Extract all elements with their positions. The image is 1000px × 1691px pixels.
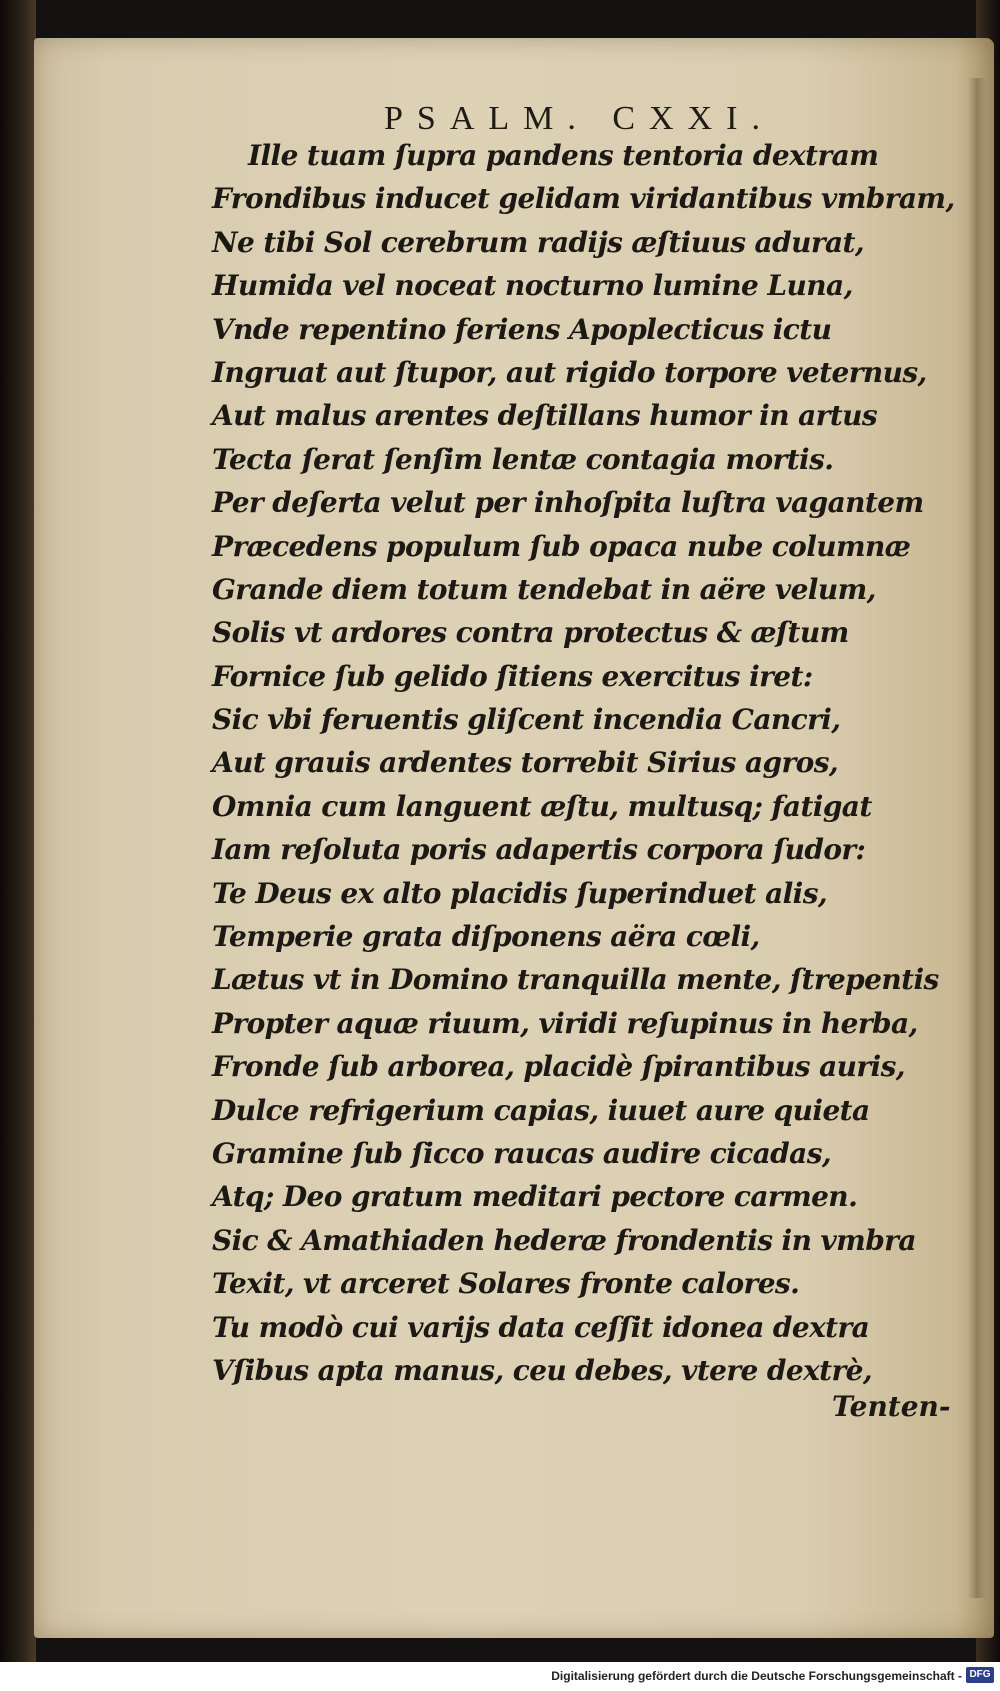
verse-line: Tecta ſerat ſenſim lentæ contagia mortis.: [212, 442, 834, 476]
running-head: PSALM. CXXI.: [384, 100, 774, 137]
verse-line: Vſibus apta manus, ceu debes, vtere dextrè,: [212, 1353, 873, 1387]
verse-line: Ingruat aut ſtupor, aut rigido torpore veternus,: [212, 355, 927, 389]
funding-credit: Digitalisierung gefördert durch die Deutsche Forschungsgemeinschaft -: [551, 1669, 962, 1683]
verse-line: Fronde ſub arborea, placidè ſpirantibus auris,: [212, 1050, 905, 1084]
page-fold-shadow: [968, 78, 986, 1598]
verse-line: Gramine ſub ſicco raucas audire cicadas,: [212, 1136, 832, 1170]
verse-line: Solis vt ardores contra protectus & æſtum: [212, 616, 849, 650]
verse-line: Temperie grata diſponens aëra cœli,: [212, 920, 760, 954]
verse-line: Iam reſoluta poris adapertis corpora ſudor:: [212, 833, 866, 867]
dfg-logo: DFG: [966, 1667, 994, 1683]
verse-line: Propter aquæ riuum, viridi reſupinus in herba,: [212, 1006, 918, 1040]
verse-line: Omnia cum languent æſtu, multusq; fatigat: [212, 789, 872, 823]
footer-bar: [0, 1662, 1000, 1691]
verse-line: Atq; Deo gratum meditari pectore carmen.: [212, 1180, 858, 1214]
book-gutter-shadow: [0, 0, 36, 1662]
verse-line: Per deſerta velut per inhoſpita luſtra vagantem: [212, 486, 924, 520]
verse-line: Aut malus arentes deſtillans humor in artus: [212, 399, 878, 433]
verse-line: Dulce refrigerium capias, iuuet aure quieta: [212, 1093, 870, 1127]
verse-line: Aut grauis ardentes torrebit Sirius agros,: [212, 746, 839, 780]
verse-text: [212, 134, 955, 1392]
verse-line: Sic vbi feruentis gliſcent incendia Cancri,: [212, 703, 841, 737]
verse-line: Lætus vt in Domino tranquilla mente, ſtrepentis: [212, 963, 939, 997]
verse-line: Humida vel noceat nocturno lumine Luna,: [212, 269, 853, 303]
verse-line: Te Deus ex alto placidis ſuperinduet alis,: [212, 876, 828, 910]
verse-line: Vnde repentino feriens Apoplecticus ictu: [212, 312, 832, 346]
verse-line: Texit, vt arceret Solares fronte calores.: [212, 1267, 800, 1301]
verse-line: Frondibus inducet gelidam viridantibus vmbram,: [212, 182, 955, 216]
verse-line: Præcedens populum ſub opaca nube columnæ: [212, 529, 911, 563]
verse-line: Grande diem totum tendebat in aëre velum,: [212, 572, 876, 606]
verse-line: Tu modò cui varijs data ceſſit idonea dextra: [212, 1310, 870, 1344]
verse-line: Ne tibi Sol cerebrum radijs æſtiuus adurat,: [212, 225, 864, 259]
verse-line: Sic & Amathiaden hederæ frondentis in vmbra: [212, 1223, 916, 1257]
catchword: Tenten-: [832, 1390, 951, 1423]
verse-line: Fornice ſub gelido ſitiens exercitus iret:: [212, 659, 813, 693]
verse-line: Ille tuam ſupra pandens tentoria dextram: [248, 139, 879, 172]
